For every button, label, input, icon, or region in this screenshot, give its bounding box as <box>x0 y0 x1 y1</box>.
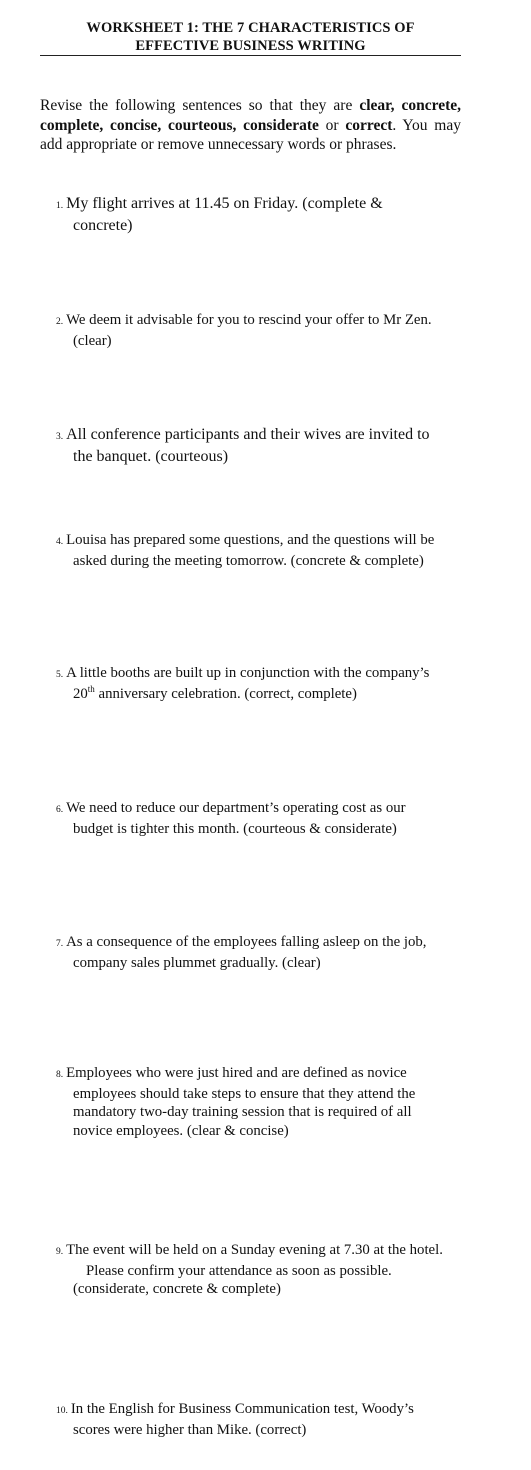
item-sentence-cont: concrete) <box>73 217 133 234</box>
item-number: 10. <box>56 1406 68 1416</box>
item-sentence: We deem it advisable for you to rescind your offer to Mr Zen. <box>66 312 432 328</box>
exercise-item-5 <box>56 664 461 703</box>
item-sentence-cont: (considerate, concrete & complete) <box>73 1281 281 1297</box>
exercise-item-7 <box>56 933 461 972</box>
item-sentence-cont: 20th anniversary celebration. (correct, complete) <box>73 683 357 702</box>
intro-correct: correct <box>345 116 393 134</box>
exercise-item-2 <box>56 311 461 350</box>
item-sentence: All conference participants and their wives are invited to <box>66 426 430 443</box>
exercise-item-9 <box>56 1241 461 1299</box>
item-sentence: My flight arrives at 11.45 on Friday. (complete & <box>66 195 383 212</box>
item-sentence: A little booths are built up in conjunction with the company’s <box>66 665 430 681</box>
exercise-item-6 <box>56 799 461 838</box>
item-sentence-cont: employees should take steps to ensure that they attend the <box>73 1085 416 1102</box>
title-line-2: EFFECTIVE BUSINESS WRITING <box>135 38 366 54</box>
intro-text-end: . You may add appropriate or remove unnecessary words or phrases. <box>40 116 461 153</box>
exercise-item-1 <box>56 194 461 236</box>
instructions-paragraph <box>40 96 461 155</box>
item-sentence-cont: budget is tighter this month. (courteous & considerate) <box>73 820 397 837</box>
exercise-item-4 <box>56 531 461 570</box>
item-sentence-cont: novice employees. (clear & concise) <box>73 1122 289 1139</box>
exercise-item-8 <box>56 1064 461 1140</box>
item-sentence-cont: Please confirm your attendance as soon as possible. <box>86 1262 392 1279</box>
item-number: 4. <box>56 537 64 547</box>
intro-characteristics: clear, concrete, complete, concise, courteous, considerate <box>40 97 461 134</box>
item-sentence-cont: (clear) <box>73 332 112 349</box>
item-sentence-cont: scores were higher than Mike. (correct) <box>73 1421 307 1438</box>
item-sentence-cont: asked during the meeting tomorrow. (concrete & complete) <box>73 552 424 569</box>
item-sentence: Louisa has prepared some questions, and the questions will be <box>66 532 435 548</box>
intro-text-or: or <box>318 116 346 134</box>
worksheet-title <box>40 19 461 55</box>
item-number: 6. <box>56 805 64 815</box>
item-number: 7. <box>56 939 64 949</box>
item-number: 8. <box>56 1070 64 1080</box>
item-sentence: In the English for Business Communication test, Woody’s <box>70 1401 414 1417</box>
item-number: 5. <box>56 670 64 680</box>
title-underline <box>40 55 461 56</box>
item-sentence-cont: the banquet. (courteous) <box>73 448 229 465</box>
exercise-item-3 <box>56 425 461 467</box>
item-sentence: As a consequence of the employees falling asleep on the job, <box>66 934 427 950</box>
intro-text: Revise the following sentences so that they are <box>40 97 360 114</box>
exercise-item-10 <box>56 1400 461 1439</box>
item-sentence: The event will be held on a Sunday evening at 7.30 at the hotel. <box>66 1242 443 1258</box>
item-sentence-cont: company sales plummet gradually. (clear) <box>73 954 321 971</box>
item-sentence-cont: mandatory two-day training session that is required of all <box>73 1104 412 1120</box>
item-sentence: We need to reduce our department’s operating cost as our <box>66 800 406 816</box>
item-number: 3. <box>56 432 64 442</box>
item-number: 2. <box>56 317 64 327</box>
item-sentence: Employees who were just hired and are defined as novice <box>66 1065 407 1081</box>
item-number: 9. <box>56 1247 64 1257</box>
title-line-1: WORKSHEET 1: THE 7 CHARACTERISTICS OF <box>86 20 415 36</box>
item-number: 1. <box>56 201 64 211</box>
